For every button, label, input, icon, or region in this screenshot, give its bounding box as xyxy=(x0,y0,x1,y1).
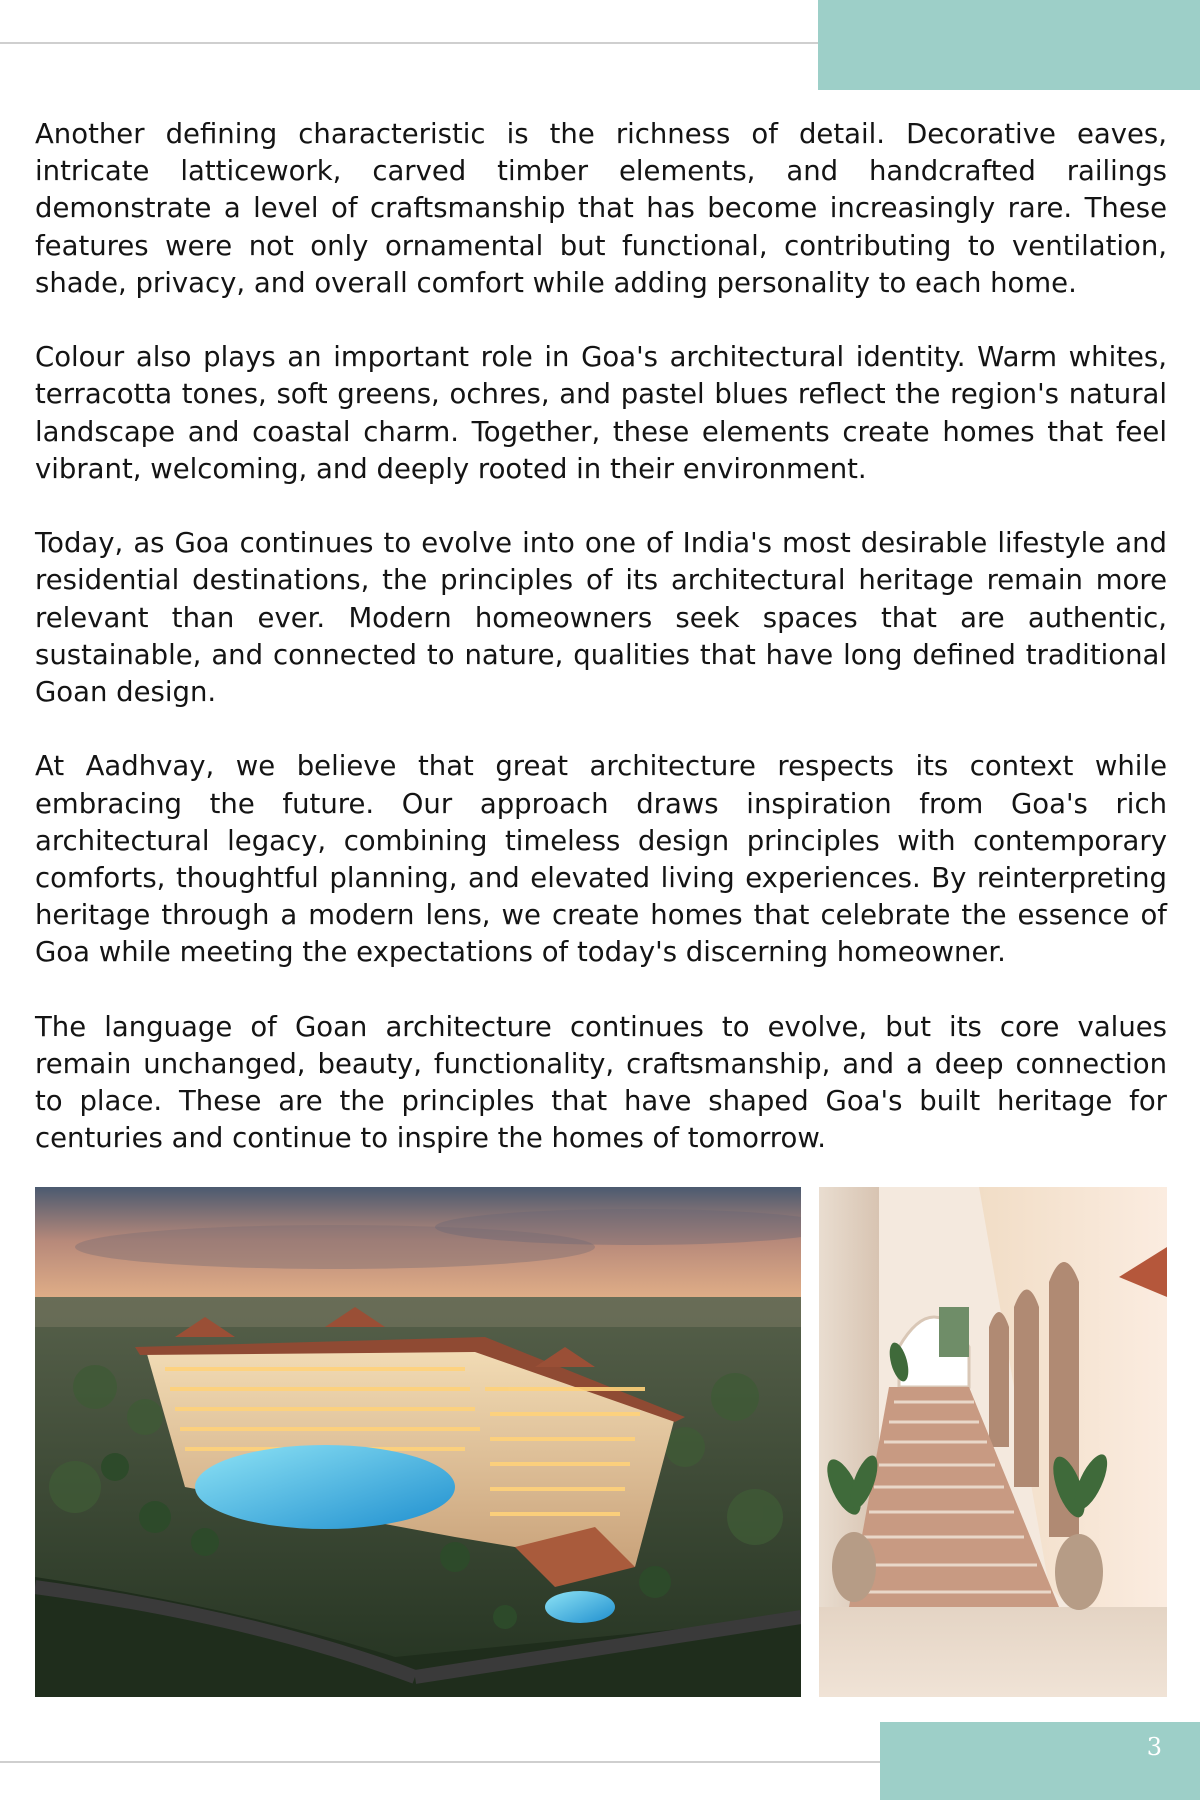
article-body xyxy=(35,116,1167,1195)
paragraph-today: Today, as Goa continues to evolve into one of India's most desirable lifestyle and residential destinations, the principles of its architectural heritage remain more relevant than ever. Modern homeowners seek spaces that are authentic, sustainable, and connected to nature, qualities that have long defined traditional Goan design. xyxy=(35,527,1167,709)
header-accent-block xyxy=(818,0,1200,90)
footer-rule xyxy=(0,1761,880,1763)
image-row xyxy=(35,1187,1167,1697)
paragraph-aadhvay: At Aadhvay, we believe that great architecture respects its context while embracing the future. Our approach draws inspiration from Goa's rich architectural legacy, combining timeless design principles with contemporary comforts, thoughtful planning, and elevated living experiences. By reinterpreting heritage through a modern lens, we create homes that celebrate the essence of Goa while meeting the expectations of today's discerning homeowner. xyxy=(35,750,1167,969)
paragraph-colour: Colour also plays an important role in Goa's architectural identity. Warm whites, terracotta tones, soft greens, ochres, and pastel blues reflect the region's natural landscape and coastal charm. Together, these elements create homes that feel vibrant, welcoming, and deeply rooted in their environment. xyxy=(35,341,1167,485)
header-rule xyxy=(0,42,818,44)
paragraph-language: The language of Goan architecture continues to evolve, but its core values remain unchanged, beauty, functionality, craftsmanship, and a deep connection to place. These are the principles that have shaped Goa's built heritage for centuries and continue to inspire the homes of tomorrow. xyxy=(35,1010,1167,1155)
resort-aerial-image xyxy=(35,1187,801,1697)
page-number: 3 xyxy=(1146,1733,1162,1761)
paragraph-detail: Another defining characteristic is the richness of detail. Decorative eaves, intricate latticework, carved timber elements, and handcrafted railings demonstrate a level of craftsmanship that has become increasingly rare. These features were not only ornamental but functional, contributing to ventilation, shade, privacy, and overall comfort while adding personality to each home. xyxy=(35,118,1167,299)
staircase-corridor-image xyxy=(819,1187,1167,1697)
